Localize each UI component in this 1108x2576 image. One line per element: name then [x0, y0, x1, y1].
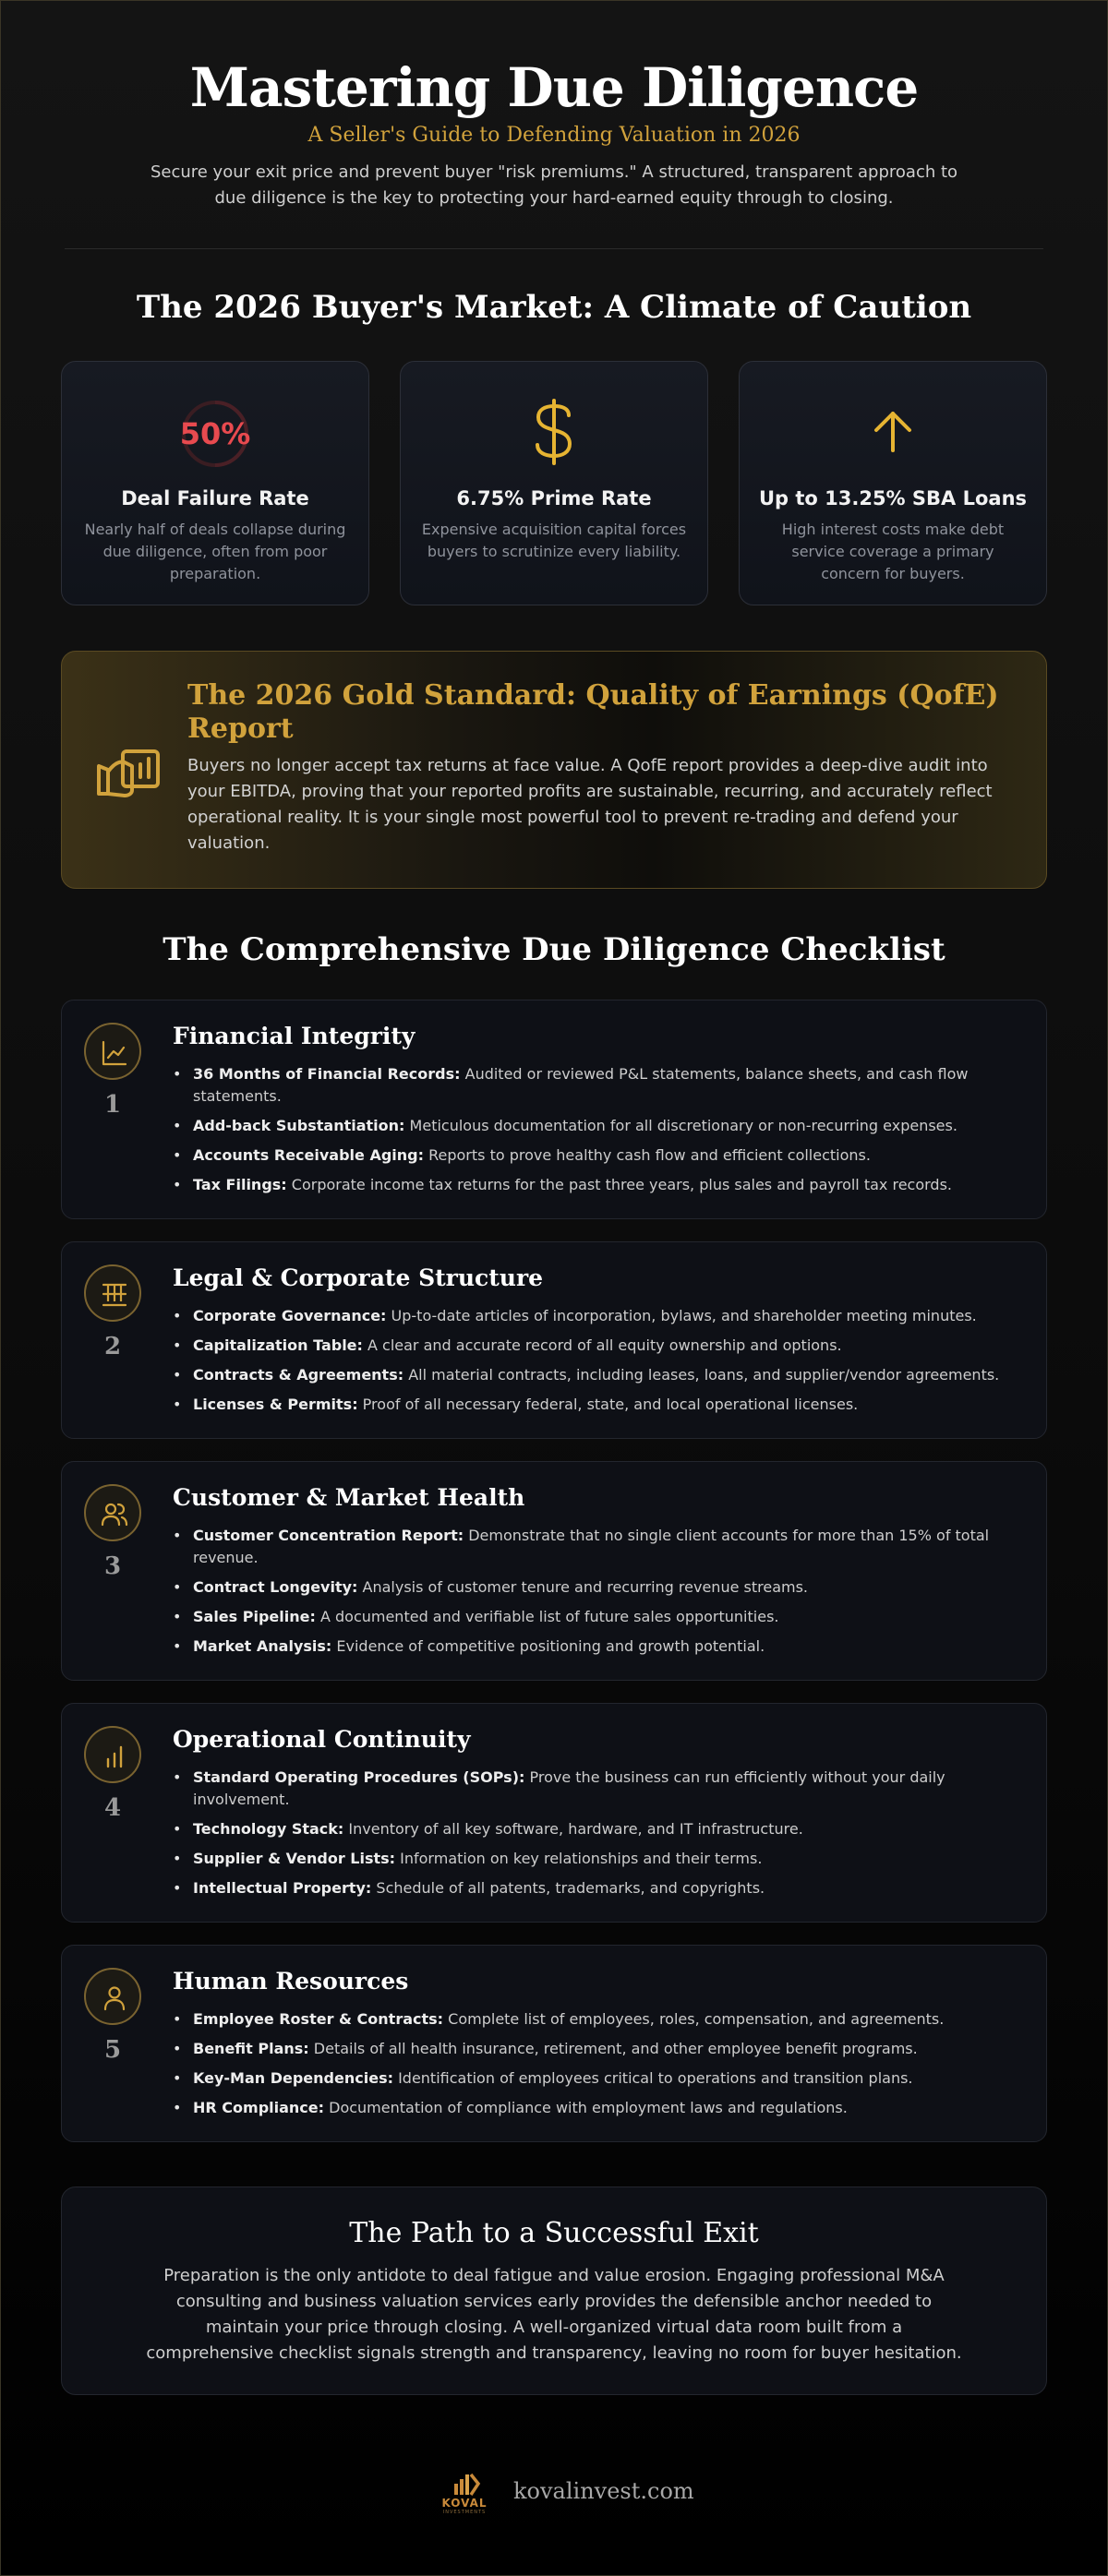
item-text: Schedule of all patents, trademarks, and copyrights.	[371, 1879, 765, 1897]
item-label: Tax Filings:	[193, 1176, 287, 1193]
item-label: Accounts Receivable Aging:	[193, 1146, 425, 1164]
item-text: Audited or reviewed P&L statements, balance sheets, and cash flow statements.	[193, 1065, 969, 1105]
list-item	[173, 1174, 1013, 1196]
section-title: Human Resources	[173, 1968, 409, 1995]
logo-subtext: INVESTMENTS	[442, 2510, 487, 2515]
item-label: 36 Months of Financial Records:	[193, 1065, 461, 1083]
list-item	[173, 1305, 1013, 1327]
hand-chart-icon	[91, 733, 165, 807]
koval-logo[interactable]	[434, 2471, 495, 2517]
item-text: A clear and accurate record of all equity ownership and options.	[362, 1336, 842, 1354]
dollar-icon	[526, 395, 582, 469]
list-item	[173, 2008, 1013, 2031]
stat-card-deal-failure	[61, 361, 369, 605]
list-item	[173, 1635, 1013, 1658]
checklist-card-customer	[61, 1461, 1047, 1681]
item-label: Sales Pipeline:	[193, 1608, 316, 1625]
stat-card-prime-rate	[400, 361, 708, 605]
item-text: Reports to prove healthy cash flow and efficient collections.	[424, 1146, 871, 1164]
item-text: A documented and verifiable list of future sales opportunities.	[315, 1608, 779, 1625]
market-heading: The 2026 Buyer's Market: A Climate of Caution	[136, 289, 972, 326]
section-title: Legal & Corporate Structure	[173, 1264, 544, 1291]
stat-label: Deal Failure Rate	[121, 487, 309, 509]
item-label: Intellectual Property:	[193, 1879, 372, 1897]
page-title: Mastering Due Diligence	[189, 56, 919, 119]
item-label: Technology Stack:	[193, 1820, 344, 1838]
section-title: Financial Integrity	[173, 1023, 416, 1049]
item-label: Corporate Governance:	[193, 1307, 387, 1324]
section-number: 2	[103, 1333, 122, 1360]
logo-mark-icon	[434, 2471, 495, 2497]
list-item	[173, 2067, 1013, 2090]
path-title: The Path to a Successful Exit	[349, 2217, 759, 2249]
checklist-items	[173, 1525, 1013, 1665]
institution-icon	[84, 1264, 141, 1322]
item-label: HR Compliance:	[193, 2099, 325, 2116]
users-icon	[84, 1484, 141, 1541]
list-item	[173, 1848, 1013, 1870]
checklist-items	[173, 1767, 1013, 1907]
stat-card-sba-loans	[739, 361, 1047, 605]
list-item	[173, 1767, 1013, 1811]
list-item	[173, 1364, 1013, 1386]
checklist-card-financial	[61, 1000, 1047, 1219]
list-item	[173, 1606, 1013, 1628]
item-text: Analysis of customer tenure and recurring revenue streams.	[357, 1578, 809, 1596]
list-item	[173, 1525, 1013, 1569]
header-divider	[65, 248, 1043, 249]
list-item	[173, 1576, 1013, 1599]
qofe-title: The 2026 Gold Standard: Quality of Earnings (QofE) Report	[187, 679, 999, 745]
qofe-callout	[61, 651, 1047, 889]
section-title: Operational Continuity	[173, 1726, 471, 1753]
list-item	[173, 1335, 1013, 1357]
section-number: 4	[103, 1794, 122, 1822]
path-text: Preparation is the only antidote to deal fatigue and value erosion. Engaging professional M&A consulting and business valuation services early provides the defensible anchor needed to maintain your price through closing. A well-organized virtual data room built from a comprehensive checklist signals strength and transparency, leaving no room for buyer hesitation.	[146, 2266, 962, 2363]
intro-text: Secure your exit price and prevent buyer "risk premiums." A structured, transparent approach to due diligence is the key to protecting your hard-earned equity through to closing.	[150, 162, 958, 208]
list-item	[173, 1394, 1013, 1416]
list-item	[173, 1115, 1013, 1137]
item-label: Add-back Substantiation:	[193, 1117, 405, 1134]
list-item	[173, 2038, 1013, 2060]
section-number: 1	[103, 1091, 122, 1119]
list-item	[173, 1063, 1013, 1108]
item-text: Identification of employees critical to operations and transition plans.	[392, 2069, 913, 2087]
item-text: Details of all health insurance, retirement, and other employee benefit programs.	[308, 2040, 918, 2057]
item-label: Licenses & Permits:	[193, 1396, 358, 1413]
item-text: Demonstrate that no single client accounts for more than 15% of total revenue.	[193, 1527, 990, 1566]
checklist-items	[173, 2008, 1013, 2127]
logo-text: KOVAL	[441, 2497, 488, 2510]
header	[61, 57, 1047, 211]
user-icon	[84, 1968, 141, 2025]
item-text: Evidence of competitive positioning and growth potential.	[331, 1637, 765, 1655]
checklist-card-operational	[61, 1703, 1047, 1923]
item-text: Information on key relationships and their terms.	[395, 1850, 763, 1867]
checklist-card-legal	[61, 1241, 1047, 1439]
stat-desc: Nearly half of deals collapse during due diligence, often from poor preparation.	[84, 521, 346, 582]
checklist-items	[173, 1305, 1013, 1423]
list-item	[173, 1144, 1013, 1167]
item-label: Key-Man Dependencies:	[193, 2069, 393, 2087]
stat-label: Up to 13.25% SBA Loans	[758, 487, 1028, 509]
list-item	[173, 1818, 1013, 1840]
stat-value: 50%	[179, 416, 251, 451]
checklist-heading: The Comprehensive Due Diligence Checklist	[163, 931, 945, 968]
item-text: Complete list of employees, roles, compensation, and agreements.	[443, 2010, 945, 2028]
item-label: Capitalization Table:	[193, 1336, 363, 1354]
item-label: Employee Roster & Contracts:	[193, 2010, 444, 2028]
section-number: 5	[103, 2036, 122, 2064]
item-label: Standard Operating Procedures (SOPs):	[193, 1768, 525, 1786]
item-label: Customer Concentration Report:	[193, 1527, 464, 1544]
item-text: Proof of all necessary federal, state, and local operational licenses.	[357, 1396, 859, 1413]
item-label: Contracts & Agreements:	[193, 1366, 404, 1384]
footer	[0, 2469, 1108, 2524]
stat-desc: Expensive acquisition capital forces buyers to scrutinize every liability.	[421, 521, 687, 560]
path-to-exit-card	[61, 2187, 1047, 2395]
item-text: Meticulous documentation for all discretionary or non-recurring expenses.	[404, 1117, 957, 1134]
checklist-items	[173, 1063, 1013, 1204]
item-label: Benefit Plans:	[193, 2040, 309, 2057]
item-label: Contract Longevity:	[193, 1578, 358, 1596]
website-link[interactable]: kovalinvest.com	[513, 2478, 694, 2504]
list-item	[173, 1877, 1013, 1899]
item-text: Up-to-date articles of incorporation, bylaws, and shareholder meeting minutes.	[386, 1307, 977, 1324]
section-title: Customer & Market Health	[173, 1484, 525, 1511]
arrow-up-icon	[865, 395, 921, 469]
page-subtitle: A Seller's Guide to Defending Valuation in 2026	[307, 124, 801, 147]
qofe-text: Buyers no longer accept tax returns at face value. A QofE report provides a deep-dive audit into your EBITDA, proving that your reported profits are sustainable, recurring, and accurately reflect operational reality. It is your single most powerful tool to prevent re-trading and defend your valuation.	[187, 756, 993, 853]
item-text: Inventory of all key software, hardware, and IT infrastructure.	[343, 1820, 803, 1838]
item-text: Corporate income tax returns for the past three years, plus sales and payroll tax records.	[286, 1176, 952, 1193]
stat-desc: High interest costs make debt service coverage a primary concern for buyers.	[781, 521, 1005, 582]
stat-label: 6.75% Prime Rate	[456, 487, 652, 509]
list-item	[173, 2097, 1013, 2119]
item-text: All material contracts, including leases, loans, and supplier/vendor agreements.	[403, 1366, 1000, 1384]
percent-ring-icon	[176, 395, 254, 473]
section-number: 3	[103, 1552, 122, 1580]
bar-chart-icon	[84, 1726, 141, 1783]
checklist-card-hr	[61, 1945, 1047, 2142]
item-text: Documentation of compliance with employment laws and regulations.	[324, 2099, 848, 2116]
line-chart-icon	[84, 1023, 141, 1080]
item-label: Market Analysis:	[193, 1637, 332, 1655]
item-label: Supplier & Vendor Lists:	[193, 1850, 396, 1867]
item-text: Prove the business can run efficiently without your daily involvement.	[193, 1768, 945, 1808]
